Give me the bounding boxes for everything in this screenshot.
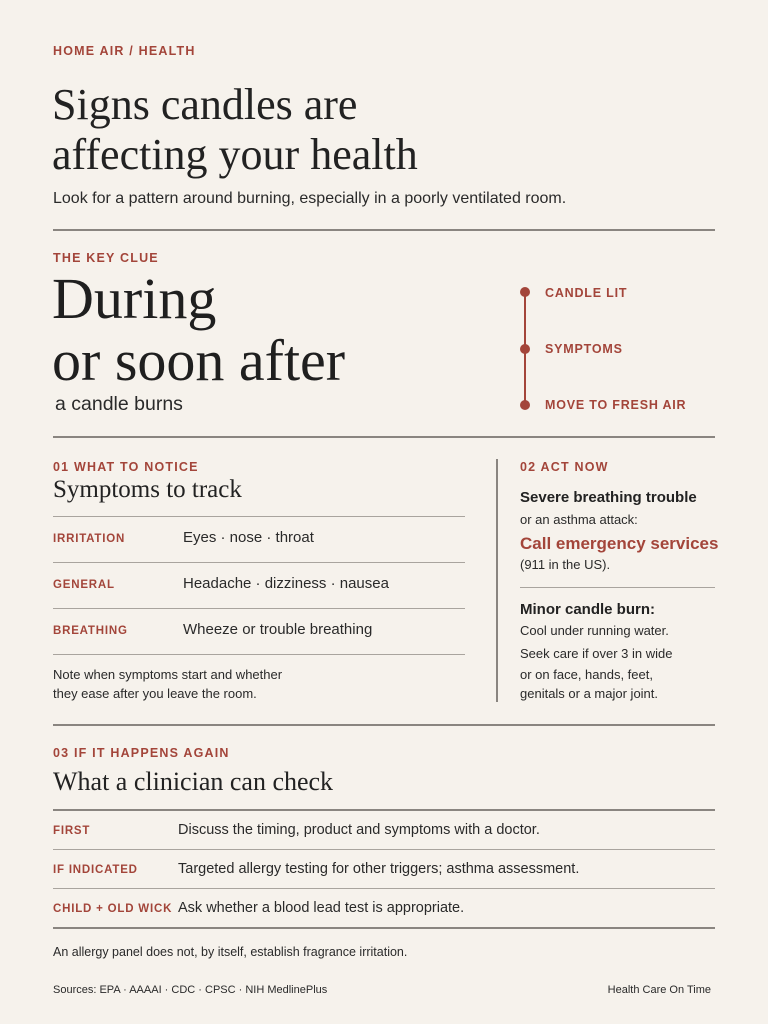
check-label: IF INDICATED [53,864,138,876]
column-divider [496,459,498,702]
divider [53,888,715,889]
page-title [52,80,572,180]
brand-name: Health Care On Time [607,984,711,996]
clinician-section-title: What a clinician can check [53,767,334,796]
notice-section-title: Symptoms to track [53,476,242,503]
symptom-value: Headache · dizziness · nausea [183,575,389,592]
severe-title: Severe breathing trouble [520,489,697,506]
symptom-value: Eyes · nose · throat [183,529,314,546]
divider [53,809,715,811]
divider [53,654,465,655]
symptom-value: Wheeze or trouble breathing [183,621,373,638]
minor-burn-line: genitals or a major joint. [520,686,659,701]
minor-burn-line: Seek care if over 3 in wide [520,646,673,661]
symptom-label: IRRITATION [53,533,126,545]
call-emergency-sub: (911 in the US). [520,557,611,572]
sources-text: Sources: EPA · AAAAI · CDC · CPSC · NIH MedlinePlus [53,984,328,996]
timeline-dot [520,400,530,410]
act-section-label: 02 ACT NOW [520,460,609,474]
timeline-step-fresh-air: MOVE TO FRESH AIR [545,398,687,412]
title-line-2: affecting your health [52,130,418,179]
check-value: Ask whether a blood lead test is appropriate. [178,900,465,916]
minor-burn-title: Minor candle burn: [520,601,655,618]
clinician-note: An allergy panel does not, by itself, establish fragrance irritation. [53,945,408,959]
notice-note-line-1: Note when symptoms start and whether [53,667,283,682]
notice-note [53,665,313,703]
symptom-label: BREATHING [53,625,128,637]
key-clue-line-1: During [52,266,217,331]
divider [53,229,715,231]
check-label: CHILD + OLD WICK [53,903,173,915]
clinician-section-label: 03 IF IT HAPPENS AGAIN [53,746,230,760]
title-line-1: Signs candles are [52,80,358,129]
timeline-dot [520,287,530,297]
check-value: Targeted allergy testing for other triggers; asthma assessment. [178,861,580,877]
divider [53,927,715,929]
check-value: Discuss the timing, product and symptoms with a doctor. [178,822,540,838]
timeline-step-symptoms: SYMPTOMS [545,342,623,356]
timeline-step-candle-lit: CANDLE LIT [545,286,628,300]
key-clue-headline [52,268,345,392]
call-emergency-text: Call emergency services [520,534,719,553]
timeline-dot [520,344,530,354]
divider [53,436,715,438]
minor-burn-line: or on face, hands, feet, [520,667,653,682]
divider [53,849,715,850]
key-clue-subline: a candle burns [55,393,183,415]
notice-section-label: 01 WHAT TO NOTICE [53,460,199,474]
divider [53,724,715,726]
divider [53,608,465,609]
severe-subtitle: or an asthma attack: [520,512,638,527]
notice-note-line-2: they ease after you leave the room. [53,686,257,701]
page-subtitle: Look for a pattern around burning, especially in a poorly ventilated room. [53,190,567,207]
key-clue-label: THE KEY CLUE [53,251,159,265]
divider [53,516,465,517]
divider [520,587,715,588]
key-clue-line-2: or soon after [52,328,346,393]
symptom-label: GENERAL [53,579,115,591]
section-kicker: HOME AIR / HEALTH [53,44,196,58]
check-label: FIRST [53,825,91,837]
divider [53,562,465,563]
minor-burn-line: Cool under running water. [520,623,669,638]
